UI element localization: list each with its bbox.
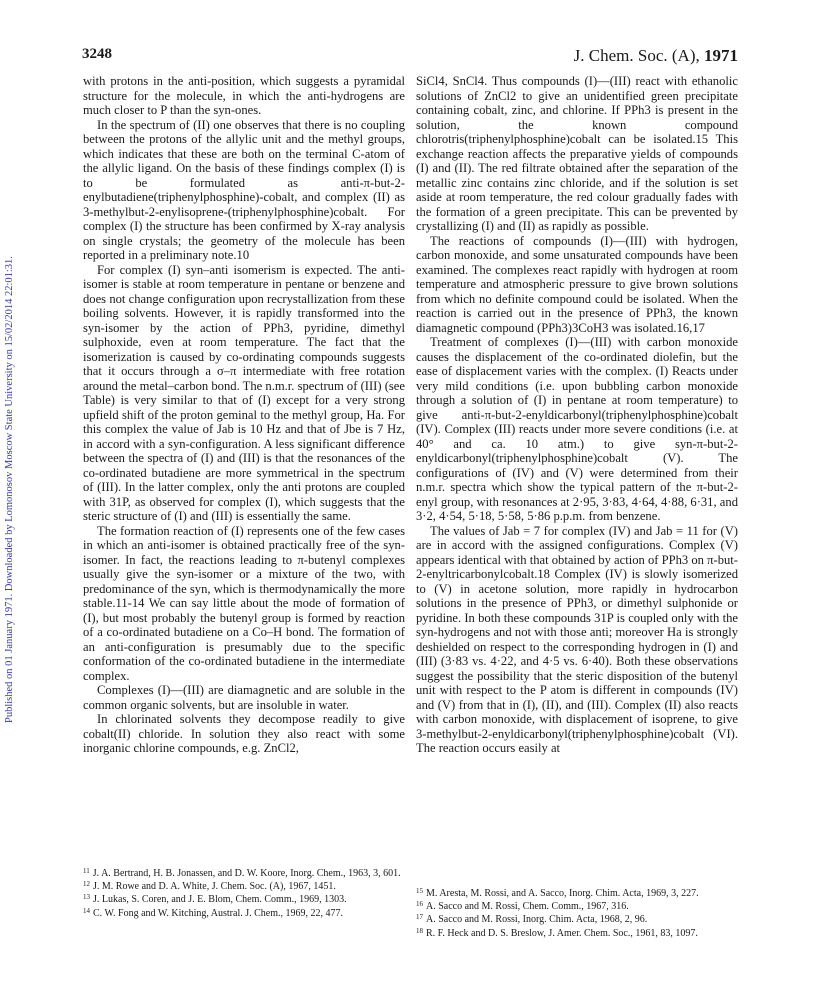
footnotes-left [83, 866, 405, 919]
footnotes-right [416, 886, 738, 939]
footnote [416, 912, 738, 925]
left-column [83, 74, 405, 756]
paragraph: with protons in the anti-position, which suggests a pyramidal structure for the molecule, in which the anti-hydrogens are much closer to P than the syn-ones. [83, 74, 405, 117]
footnote-number: 14 [83, 906, 90, 915]
paragraph: In chlorinated solvents they decompose readily to give cobalt(II) chloride. In solution they also react with some inorganic chlorine compounds, e.g. ZnCl2, [83, 712, 405, 755]
footnote [416, 899, 738, 912]
footnote [83, 892, 405, 905]
journal-title: J. Chem. Soc. (A), [573, 46, 700, 65]
journal-reference [574, 46, 738, 66]
paragraph: The values of Jab = 7 for complex (IV) and Jab = 11 for (V) are in accord with the assigned configurations. Complex (V) appears identical with that obtained by action of PPh3 on π-but-2-enyltricarbonylcobalt.18 Complex (IV) is slowly isomerized to (V) in acetone solution, more rapidly in hydrocarbon solutions in the presence of PPh3, or dimethyl sulphonide or pyridine. In both these compounds 31P is coupled only with the syn-hydrogens and not with those anti; moreover Ha is strongly deshielded on respect to the corresponding hydrogen in (I) and (III) (3·83 vs. 4·22, and 4·5 vs. 6·40). Both these observations suggest the possibility that the steric disposition of the butenyl unit with respect to the P atom is different in compounds (IV) and (V) from that in (I), (II), and (III). Complex (II) also reacts with carbon monoxide, with displacement of isoprene, to give 3-methylbut-2-enyldicarbonyl(triphenylphosphine)cobalt (VI). The reaction occurs easily at [416, 523, 738, 755]
journal-year: 1971 [704, 46, 738, 65]
footnote-text: C. W. Fong and W. Kitching, Austral. J. Chem., 1969, 22, 477. [93, 907, 344, 919]
footnote [416, 886, 738, 899]
footnote-text: M. Aresta, M. Rossi, and A. Sacco, Inorg. Chim. Acta, 1969, 3, 227. [426, 888, 699, 899]
footnote [83, 879, 405, 892]
footnote-number: 15 [416, 887, 423, 895]
footnote-number: 17 [416, 913, 423, 922]
footnote-number: 11 [83, 867, 90, 875]
paragraph: For complex (I) syn–anti isomerism is expected. The anti-isomer is stable at room temperature in pentane or benzene and does not change configuration upon recrystallization from these boiling solvents. However, it is rapidly transformed into the syn-isomer by the action of PPh3, pyridine, dimethyl sulphoxide, even at room temperature. The fact that the isomerization is caused by co-ordinating compounds suggests that it occurs through a σ–π intermediate with free rotation around the metal–carbon bond. The n.m.r. spectrum of (III) (see Table) is very similar to that of (I) except for a very strong upfield shift of the proton geminal to the methyl group, Ha. For this complex the value of Jab is 10 Hz and that of Jbe is 7 Hz, in accord with a syn-configuration. A less significant difference between the spectra of (I) and (III) is that the resonances of the co-ordinated butadiene are more symmetrical in the spectrum of (III). In the latter complex, only the anti protons are coupled with 31P, as observed for complex (I), which suggests that the steric structure of (I) and (III) is essentially the same. [83, 262, 405, 523]
footnote-text: J. Lukas, S. Coren, and J. E. Blom, Chem. Comm., 1969, 1303. [93, 894, 347, 906]
paragraph: The reactions of compounds (I)—(III) with hydrogen, carbon monoxide, and some unsaturated compounds have been examined. The complexes react rapidly with hydrogen at room temperature and atmospheric pressure to give brown solutions from which no definite compound could be isolated. When the reaction is carried out in the presence of PPh3, the known diamagnetic compound (PPh3)3CoH3 was isolated.16,17 [416, 233, 738, 335]
footnote-text: R. F. Heck and D. S. Breslow, J. Amer. Chem. Soc., 1961, 83, 1097. [426, 927, 698, 939]
footnote-text: A. Sacco and M. Rossi, Inorg. Chim. Acta, 1968, 2, 96. [426, 914, 648, 926]
footnote-text: J. A. Bertrand, H. B. Jonassen, and D. W. Koore, Inorg. Chem., 1963, 3, 601. [92, 868, 401, 879]
paragraph: In the spectrum of (II) one observes that there is no coupling between the protons of the allylic unit and the methyl groups, which indicates that these are both on the terminal C-atom of the allylic ligand. On the basis of these findings complex (I) is to be formulated as anti-π-but-2-enylbutadiene(triphenylphosphine)-cobalt, and complex (II) as 3-methylbut-2-enylisoprene-(triphenylphosphine)cobalt. For complex (I) the structure has been confirmed by X-ray analysis on single crystals; the geometry of the molecule has been reported in a preliminary note.10 [83, 117, 405, 262]
page-header [82, 46, 738, 68]
footnote-text: A. Sacco and M. Rossi, Chem. Comm., 1967, 316. [426, 901, 629, 913]
footnote [416, 926, 738, 939]
paragraph: SiCl4, SnCl4. Thus compounds (I)—(III) react with ethanolic solutions of ZnCl2 to give an unidentified green precipitate containing cobalt, zinc, and chlorine. If PPh3 is present in the solution, the known compound chlorotris(triphenylphosphine)cobalt can be isolated.15 This exchange reaction affects the preparative yields of compounds (I) and (II). The red filtrate obtained after the separation of the metallic zinc contains zinc chloride, and if the solution is set aside at room temperature, the red colour gradually fades with the formation of a green precipitate. This can be prevented by crystallizing (I) and (II) as rapidly as possible. [416, 74, 738, 233]
right-column [416, 74, 738, 756]
footnote-number: 18 [416, 926, 423, 935]
download-watermark: Published on 01 January 1971. Downloaded by Lomonosov Moscow State University on 15/02/2014 22:01:31. [4, 256, 15, 724]
footnote-number: 16 [416, 900, 423, 909]
footnote [83, 866, 405, 879]
footnote [83, 906, 405, 919]
paragraph: The formation reaction of (I) represents one of the few cases in which an anti-isomer is obtained practically free of the syn-isomer. In fact, the reactions leading to π-butenyl complexes usually give the syn-isomer or a mixture of the two, with predominance of the syn, which is thermodynamically the more stable.11-14 We can say little about the mode of formation of (I), but most probably the butenyl group is formed by reaction of a co-ordinated butadiene on a Co–H bond. The formation of an anti-configuration is presumably due to the specific conformation of the co-ordinated butadiene in the intermediate complex. [83, 523, 405, 683]
paragraph: Treatment of complexes (I)—(III) with carbon monoxide causes the displacement of the co-ordinated diolefin, but the ease of displacement varies with the complex. (I) Reacts under very mild conditions (i.e. upon bubbling carbon monoxide through a solution of (I) in pentane at room temperature) to give anti-π-but-2-enyldicarbonyl(triphenylphosphine)cobalt (IV). Complex (III) reacts under more severe conditions (i.e. at 40° and ca. 10 atm.) to give syn-π-but-2-enyldicarbonyl(triphenylphosphine)cobalt (V). The configurations of (IV) and (V) were determined from their n.m.r. spectra which show the typical pattern of the π-but-2-enyl group, with resonances at 2·95, 3·83, 4·64, 4·88, 6·31, and 3·2, 4·54, 5·18, 5·58, 5·86 p.p.m. from benzene. [416, 335, 738, 523]
footnote-number: 13 [83, 893, 90, 902]
paragraph: Complexes (I)—(III) are diamagnetic and are soluble in the common organic solvents, but are insoluble in water. [83, 683, 405, 712]
footnote-number: 12 [83, 880, 90, 889]
footnote-text: J. M. Rowe and D. A. White, J. Chem. Soc. (A), 1967, 1451. [93, 881, 336, 893]
page-number: 3248 [82, 46, 112, 62]
